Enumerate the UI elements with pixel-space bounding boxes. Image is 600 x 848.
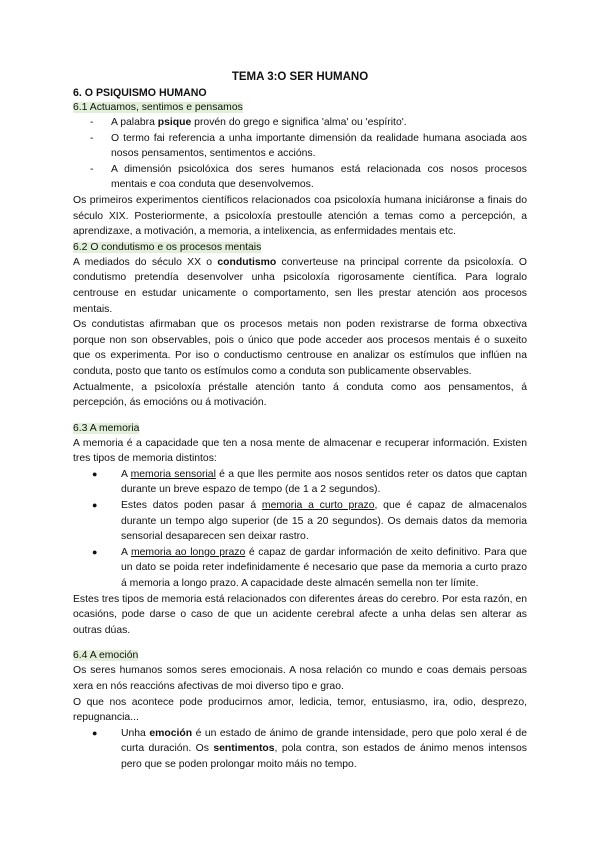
dash-list-6-1 [73, 115, 527, 193]
paragraph-6-4-b: O que nos acontece pode producirnos amor, ledicia, temor, entusiasmo, ira, odio, desprezo, repugnancia... [73, 696, 527, 724]
paragraph-6-1: Os primeiros experimentos científicos relacionados coa psicoloxía humana iniciáronse a finais do século XIX. Posteriormente, a psicoloxía prestoulle atención a temas como a percepción, a aprendizaxe, a motivación, a memoria, a intelixencia, as enfermidades mentais etc. [73, 194, 527, 238]
bullet-list-6-3 [73, 467, 527, 592]
list-item: - O termo fai referencia a unha importante dimensión da realidade humana asociada aos nosos pensamentos, sentimentos e accións. [90, 132, 527, 160]
spacer [73, 411, 527, 421]
paragraph-6-3-a: A memoria é a capacidade que ten a nosa mente de almacenar e recuperar información. Existen tres tipos de memoria distintos: [73, 437, 527, 465]
bullet-marker: ● [92, 500, 98, 511]
list-item: ● Unha emoción é un estado de ánimo de grande intensidade, pero que polo xeral é de curta duración. Os sentimentos, pola contra, son estados de ánimo menos intensos pero que se poden prolongar moito máis no tempo. [92, 727, 527, 770]
subsection-heading-6-1: 6.1 Actuamos, sentimos e pensamos [73, 102, 243, 113]
document-page [73, 70, 527, 773]
underlined-term: memoria sensorial [130, 468, 216, 480]
bullet-marker: ● [92, 546, 98, 557]
paragraph-6-3-b: Estes tres tipos de memoria está relacionados con diferentes áreas do cerebro. Por esta razón, en ocasións, pode darse o caso de que un acidente cerebral afecte a unha delas sen alterar as outras dúas. [73, 593, 527, 636]
dash-marker: - [90, 117, 94, 128]
dash-marker: - [90, 163, 94, 175]
bullet-marker: ● [92, 468, 98, 479]
spacer [73, 638, 527, 648]
list-item: - A palabra psique provén do grego e significa 'alma' ou 'espírito'. [73, 115, 527, 131]
bullet-list-6-4 [73, 726, 527, 773]
paragraph-6-4-a: Os seres humanos somos seres emocionais. A nosa relación co mundo e coas demais persoas xera en nós reaccións afectivas de moi diverso tipo e grao. [73, 665, 527, 692]
bold-term-condutismo: condutismo [217, 256, 277, 268]
list-item: - A dimensión psicolóxica dos seres humanos está relacionada cos nosos procesos mentais e coa conduta que desenvolvemos. [90, 163, 527, 191]
subsection-heading-6-4: 6.4 A emoción [73, 650, 139, 662]
bullet-marker: ● [92, 727, 98, 738]
page-title: TEMA 3:O SER HUMANO [231, 71, 369, 83]
bold-term-psique: psique [157, 117, 192, 128]
paragraph-6-2-c: Actualmente, a psicoloxía préstalle atención tanto á conduta como aos pensamentos, á percepción, ás emocións ou á motivación. [73, 381, 527, 409]
list-item: ● Estes datos poden pasar á memoria a curto prazo, que é capaz de almacenalos durante un tempo algo superior (de 15 a 20 segundos). Os demais datos da memoria sensorial desaparecen sen deixar rastro. [92, 500, 527, 543]
underlined-term: memoria ao longo prazo [130, 546, 246, 558]
underlined-term: memoria a curto prazo [261, 500, 375, 512]
paragraph-6-2-a: A mediados do século XX o condutismo converteuse na principal corrente da psicoloxía. O condutismo pretendía desenvolver unha psicoloxía rigorosamente científica. Para logralo centrouse en estudar unicamente o comportamento, sen lles prestar atención aos procesos mentais. [73, 256, 527, 315]
subsection-heading-6-3: 6.3 A memoria [73, 422, 140, 434]
paragraph-6-2-b: Os condutistas afirmaban que os procesos metais non poden rexistrarse de forma obxectiva porque non son observables, pois o único que pode acceder aos procesos mentais é o suxeito que os experimenta. Por iso o conductismo centrouse en analizar os estímulos que inflúen na conduta, posto que tanto os estímulos como a conduta son publicamente observables. [73, 319, 527, 377]
list-item: ● A memoria sensorial é a que lles permite aos nosos sentidos reter os datos que captan durante un breve espazo de tempo (de 1 a 2 segundos). [92, 468, 527, 496]
list-item: ● A memoria ao longo prazo é capaz de gardar información de xeito definitivo. Para que un dato se poida reter indefinidamente é necesario que pase da memoria a curto prazo á memoria a longo prazo. A capacidade deste almacén semella non ter límite. [92, 546, 527, 590]
section-heading-psiquismo: 6. O PSIQUISMO HUMANO [73, 87, 207, 99]
bold-term-emocion: emoción [149, 727, 193, 739]
bold-term-sentimentos: sentimentos [213, 743, 275, 755]
dash-marker: - [90, 132, 94, 144]
subsection-heading-6-2: 6.2 O condutismo e os procesos mentais [73, 241, 262, 253]
